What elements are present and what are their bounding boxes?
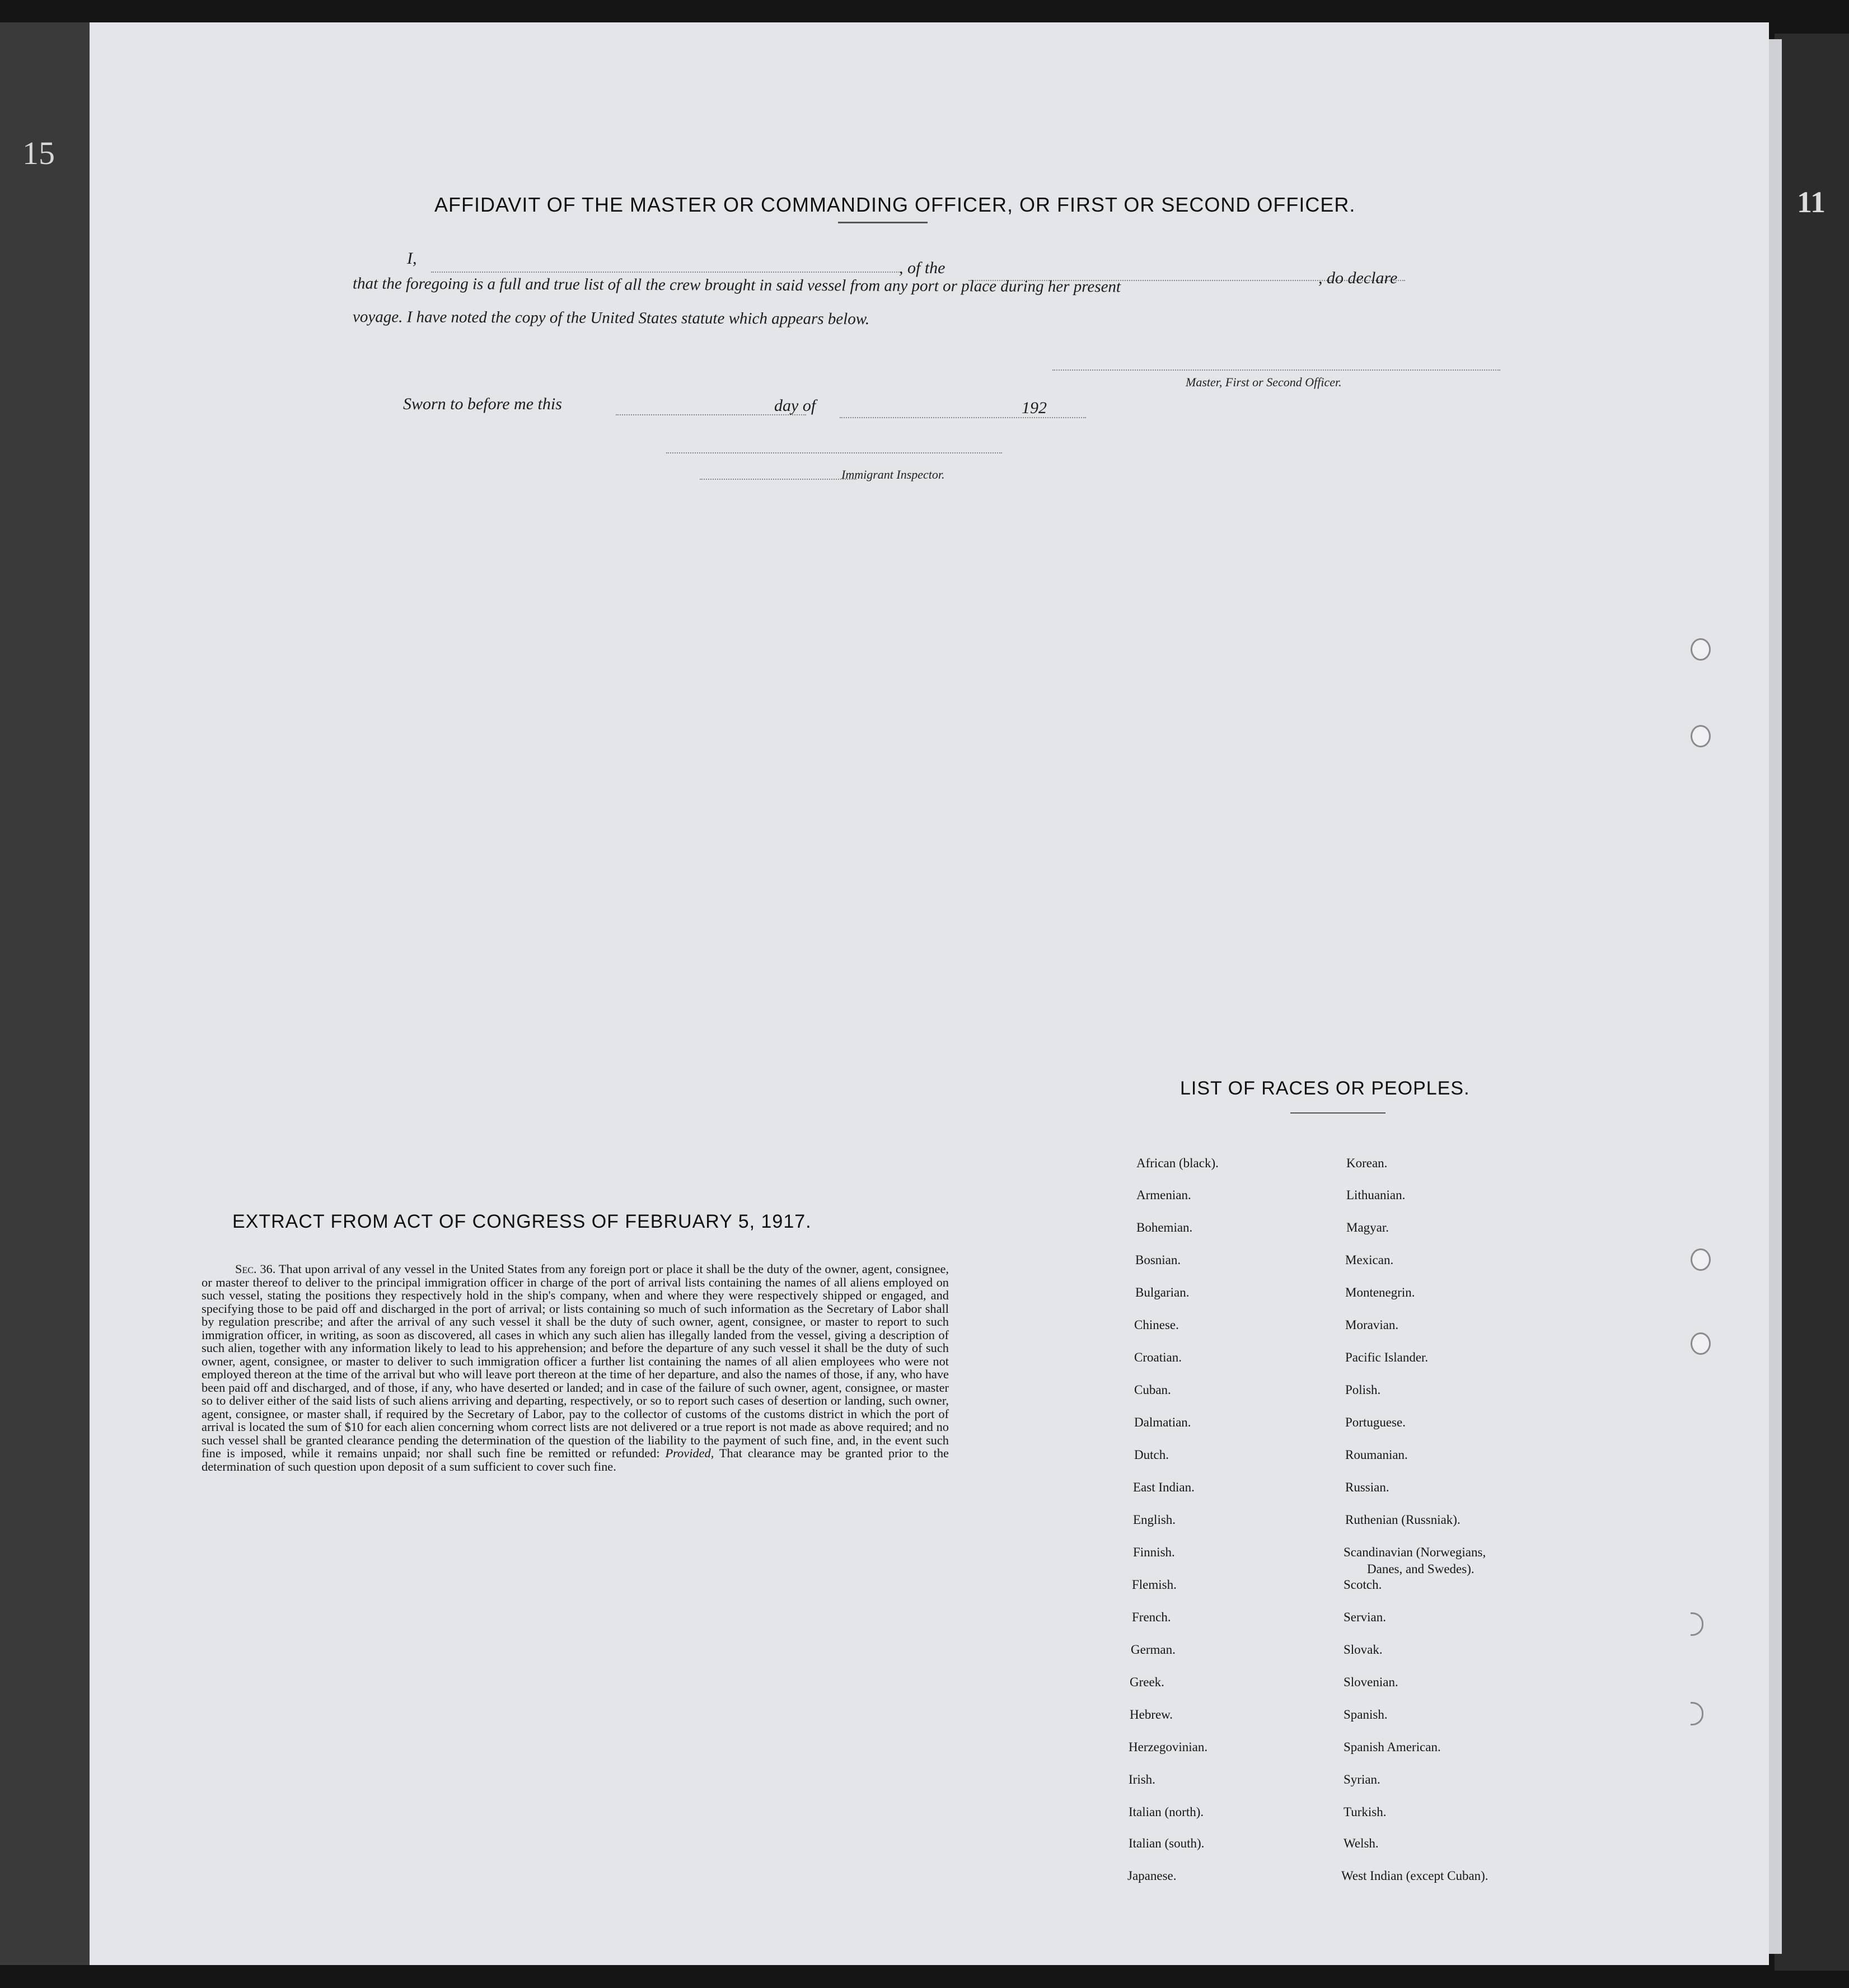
- race-item: African (black).: [1136, 1156, 1219, 1170]
- right-margin-number: 11: [1797, 185, 1826, 219]
- race-item: Japanese.: [1127, 1869, 1177, 1883]
- race-item: Welsh.: [1344, 1836, 1379, 1850]
- race-item: Danes, and Swedes).: [1367, 1562, 1474, 1576]
- race-item: Pacific Islander.: [1345, 1350, 1429, 1364]
- left-margin-number: 15: [22, 135, 55, 171]
- race-item: Moravian.: [1345, 1318, 1399, 1332]
- scan-left-strip: [0, 22, 90, 1965]
- race-item: Chinese.: [1134, 1318, 1179, 1332]
- extract-body-part1: That upon arrival of any vessel in the United States from any foreign port or place it shall be the duty of the owner, agent, consignee, or master thereof to deliver to the principal immigration officer in charge of the port of arrival lists containing the names of all aliens employed on such vessel, stating the positions they respectively hold in the ship's company, when and where they were respectively shipped or engaged, and specifying those to be paid off and discharged in the port of arrival; or lists containing so much of such information as the Secretary of Labor shall by regulation prescribe; and after the arrival of any such vessel it shall be the duty of such owner, agent, consignee, or master to report to such immigration officer, in writing, as soon as discovered, all cases in which any such alien has illegally landed from the vessel, giving a description of such alien, together with any information likely to lead to his apprehension; and before the departure of any such vessel it shall be the duty of such owner, agent, consignee, or master to deliver to such immigration officer a further list containing the names of all alien employees who were not employed thereon at the time of the arrival but who will leave port thereon at the time of her departure, and also the names of those, if any, who have been paid off and discharged, and of those, if any, who have deserted or landed; and in case of the failure of such owner, agent, consignee, or master so to deliver either of the said lists of such aliens arriving and departing, respectively, or so to report such cases of desertion or landing, such owner, agent, consignee, or master shall, if required by the Secretary of Labor, pay to the collector of customs of the customs district in which the port of arrival is located the sum of $10 for each alien concerning whom correct lists are not delivered or a true report is not made as above required; and no such vessel shall be granted clearance pending the determination of the question of the liability to the payment of such fine, and, in the event such fine is imposed, while it remains unpaid; nor shall such fine be remitted or refunded:: [202, 1262, 949, 1460]
- scan-right-strip: [1775, 34, 1849, 1971]
- race-item: Armenian.: [1136, 1188, 1191, 1202]
- race-item: Servian.: [1344, 1610, 1387, 1624]
- binder-hole: [1691, 1702, 1703, 1725]
- inspector-caption: Immigrant Inspector.: [841, 467, 945, 481]
- race-item: Turkish.: [1344, 1805, 1387, 1819]
- race-item: West Indian (except Cuban).: [1341, 1869, 1488, 1883]
- race-item: Herzegovinian.: [1129, 1740, 1208, 1754]
- race-item: Irish.: [1129, 1772, 1155, 1786]
- race-item: Scotch.: [1344, 1578, 1382, 1592]
- race-item: Croatian.: [1134, 1350, 1182, 1364]
- race-item: Bosnian.: [1135, 1253, 1181, 1267]
- race-item: Flemish.: [1132, 1578, 1177, 1592]
- affidavit-line2: that the foregoing is a full and true list of all the crew brought in said vessel from any port or place during her present: [352, 274, 1121, 296]
- race-item: Portuguese.: [1345, 1415, 1406, 1429]
- race-item: Slovenian.: [1344, 1675, 1398, 1689]
- heading-rule: [838, 222, 928, 223]
- race-item: Hebrew.: [1130, 1708, 1173, 1722]
- signature-caption: Master, First or Second Officer.: [1186, 375, 1342, 389]
- affidavit-line1-mid: , of the: [899, 259, 945, 277]
- extract-body-part2: That clearance may be granted prior to the determination of such question upon deposit of a sum sufficient to cover such fine.: [202, 1446, 949, 1474]
- affidavit-line1-end: , do declare: [1318, 269, 1398, 287]
- race-item: Dutch.: [1134, 1448, 1169, 1462]
- document-page: [90, 22, 1769, 1965]
- race-item: French.: [1132, 1610, 1171, 1624]
- race-item: Bulgarian.: [1135, 1285, 1190, 1299]
- binder-hole: [1691, 638, 1711, 661]
- sworn-start: Sworn to before me this: [403, 395, 562, 413]
- race-item: Montenegrin.: [1345, 1285, 1415, 1299]
- race-item: East Indian.: [1133, 1480, 1195, 1494]
- inspector-line: [700, 479, 856, 480]
- race-item: Bohemian.: [1136, 1220, 1193, 1234]
- race-item: English.: [1133, 1513, 1176, 1527]
- race-item: Korean.: [1346, 1156, 1388, 1170]
- races-heading: LIST OF RACES OR PEOPLES.: [1180, 1078, 1470, 1099]
- affidavit-heading: AFFIDAVIT OF THE MASTER OR COMMANDING OFFICER, OR FIRST OR SECOND OFFICER.: [434, 193, 1356, 216]
- section-label: Sec. 36.: [235, 1262, 276, 1276]
- binder-hole: [1691, 725, 1711, 747]
- extract-body: [202, 1262, 949, 1473]
- sworn-mid: day of: [774, 396, 816, 415]
- binder-hole: [1691, 1332, 1711, 1355]
- race-item: Syrian.: [1344, 1772, 1380, 1786]
- race-item: Spanish.: [1344, 1708, 1388, 1722]
- race-item: Finnish.: [1133, 1545, 1175, 1559]
- sworn-year: 192: [1022, 399, 1047, 417]
- race-item: Slovak.: [1344, 1643, 1383, 1657]
- race-item: Cuban.: [1134, 1383, 1171, 1397]
- affidavit-line3: voyage. I have noted the copy of the United States statute which appears below.: [352, 307, 870, 329]
- provided-word: Provided,: [665, 1446, 714, 1460]
- race-item: Roumanian.: [1345, 1448, 1408, 1462]
- name-blank-line: [431, 272, 901, 273]
- race-item: Dalmatian.: [1134, 1415, 1191, 1429]
- race-item: Polish.: [1345, 1383, 1381, 1397]
- extract-heading: EXTRACT FROM ACT OF CONGRESS OF FEBRUARY 5, 1917.: [232, 1211, 812, 1232]
- month-blank-line: [840, 417, 1086, 418]
- affidavit-line1-start: I,: [407, 249, 417, 268]
- race-item: Italian (south).: [1129, 1836, 1205, 1850]
- binder-hole: [1691, 1612, 1703, 1636]
- race-item: Italian (north).: [1129, 1805, 1204, 1819]
- race-item: Ruthenian (Russniak).: [1345, 1513, 1461, 1527]
- heading-rule: [1290, 1112, 1385, 1114]
- race-item: Spanish American.: [1344, 1740, 1441, 1754]
- binder-hole: [1691, 1248, 1711, 1271]
- race-item: Greek.: [1130, 1675, 1164, 1689]
- inspector-line-upper: [666, 452, 1002, 453]
- race-item: Scandinavian (Norwegians,: [1344, 1545, 1486, 1559]
- race-item: Lithuanian.: [1346, 1188, 1406, 1202]
- race-item: German.: [1131, 1643, 1176, 1657]
- signature-line: [1052, 369, 1500, 371]
- race-item: Mexican.: [1345, 1253, 1394, 1267]
- race-item: Magyar.: [1346, 1220, 1389, 1234]
- race-item: Russian.: [1345, 1480, 1389, 1494]
